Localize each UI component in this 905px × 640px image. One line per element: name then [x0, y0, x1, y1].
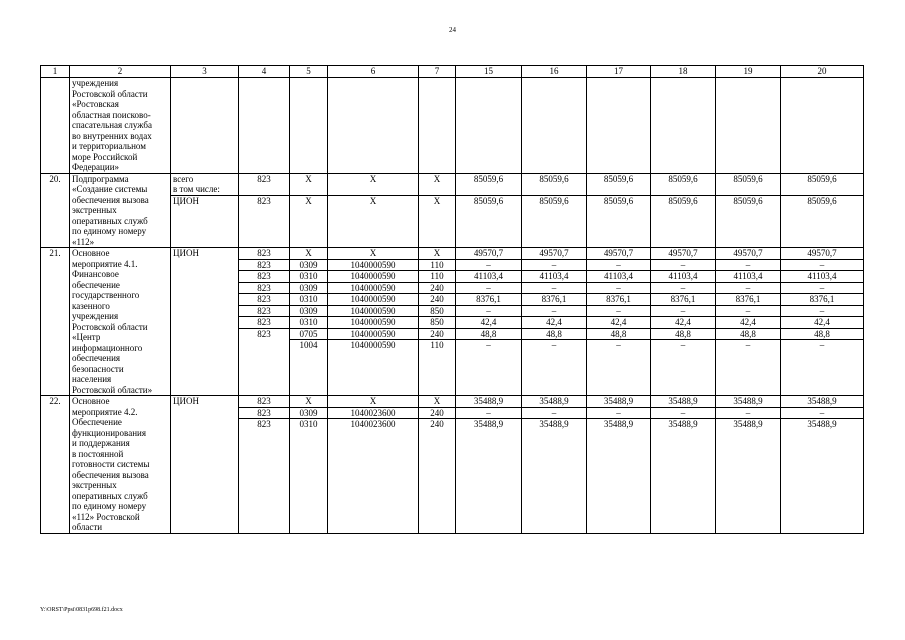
sub-row-value: –: [716, 408, 780, 420]
sub-row-value: 1040000590: [328, 260, 418, 272]
sub-row-value: 0310: [290, 294, 327, 306]
row-name: [70, 173, 171, 248]
sub-row-value: 8376,1: [781, 294, 863, 306]
sub-row-value: –: [456, 260, 521, 272]
value-column: [716, 396, 781, 534]
text-line: учреждения: [72, 78, 119, 88]
sub-row-value: 35488,9: [781, 396, 863, 408]
column-header: 3: [171, 66, 239, 78]
sub-row-value: 0310: [299, 419, 318, 429]
sub-row-value: 8376,1: [651, 294, 715, 306]
code-cell: Х: [290, 196, 328, 248]
sub-row-value: 1040000590: [328, 317, 418, 329]
value-column: [781, 396, 864, 534]
value-column: [587, 248, 651, 396]
text-line: по единому номеру: [72, 226, 147, 236]
text-line: спасательная служба: [72, 120, 152, 130]
column-header: 4: [239, 66, 290, 78]
value-cell: 85059,6: [456, 196, 522, 248]
sub-row-value: 35488,9: [651, 396, 715, 408]
text-line: обеспечения: [72, 353, 121, 363]
sub-row-value: 823: [239, 317, 289, 329]
sub-row-value: 35488,9: [668, 419, 698, 429]
sub-row-value: –: [522, 408, 586, 420]
sub-row-value: 49570,7: [716, 248, 780, 260]
sub-row-value: –: [651, 306, 715, 318]
text-line: государственного: [72, 290, 140, 300]
sub-row-value: –: [716, 260, 780, 272]
value-column: [456, 248, 522, 396]
row-executor: ЦИОН: [171, 396, 239, 534]
column-header: 7: [419, 66, 456, 78]
sub-row-value: 240: [419, 408, 455, 420]
code-column: [328, 396, 419, 534]
column-header: 18: [651, 66, 716, 78]
value-cell: 85059,6: [522, 173, 587, 196]
sub-row-value: 240: [419, 283, 455, 295]
sub-row-value: –: [781, 260, 863, 272]
code-column: [328, 248, 419, 396]
text-line: Ростовской области: [72, 88, 148, 99]
sub-row-value: –: [522, 283, 586, 295]
sub-row-value: Х: [290, 396, 327, 408]
text-line: Основное: [72, 248, 110, 258]
code-cell: Х: [419, 173, 456, 196]
sub-row-value: 1040023600: [328, 408, 418, 420]
value-column: [522, 248, 587, 396]
sub-row-value: 823: [239, 248, 289, 260]
row-number: 20.: [41, 173, 70, 248]
sub-row-value: 35488,9: [587, 396, 650, 408]
text-line: населения: [72, 374, 112, 384]
text-line: безопасности: [72, 363, 124, 374]
sub-row-value: 823: [239, 294, 289, 306]
sub-row-value: 42,4: [781, 317, 863, 329]
row-number: 21.: [41, 248, 70, 396]
sub-row-value: 823: [239, 306, 289, 318]
sub-row-value: 41103,4: [522, 271, 586, 283]
sub-row-value: 850: [419, 306, 455, 318]
sub-row-value: –: [716, 306, 780, 318]
text-line: и территориальном: [72, 141, 146, 151]
sub-row-value: 1040000590: [350, 340, 396, 350]
table-row: [41, 173, 864, 196]
sub-row-value: –: [781, 408, 863, 420]
code-column: [239, 396, 290, 534]
text-line: в постоянной: [72, 448, 124, 459]
sub-row-value: 41103,4: [456, 271, 521, 283]
sub-row-value: 1040000590: [328, 283, 418, 295]
text-line: готовности системы: [72, 459, 150, 469]
text-line: мероприятие 4.2.: [72, 406, 138, 417]
sub-row-value: 42,4: [651, 317, 715, 329]
sub-row-value: 41103,4: [781, 271, 863, 283]
text-line: казенного: [72, 300, 110, 311]
value-column: [651, 248, 716, 396]
sub-row-value: 48,8: [716, 329, 780, 341]
sub-row-value: 49570,7: [651, 248, 715, 260]
sub-row-value: 41103,4: [716, 271, 780, 283]
sub-row-value: 0705: [290, 329, 327, 341]
sub-row-value: –: [587, 283, 650, 295]
code-cell: 823: [239, 196, 290, 248]
text-line: в том числе:: [173, 184, 220, 194]
sub-row-value: 48,8: [522, 329, 586, 341]
sub-row-value: –: [486, 340, 491, 350]
value-cell: 85059,6: [716, 173, 781, 196]
sub-row-value: 49570,7: [587, 248, 650, 260]
sub-row-value: –: [616, 340, 621, 350]
value-cell: 85059,6: [651, 173, 716, 196]
text-line: экстренных: [72, 480, 117, 490]
value-column: [587, 396, 651, 534]
column-header: 15: [456, 66, 522, 78]
sub-row-value: 823: [239, 260, 289, 272]
page-number: 24: [449, 26, 456, 34]
column-header: 2: [70, 66, 171, 78]
text-line: и поддержания: [72, 438, 130, 448]
sub-row-value: 8376,1: [587, 294, 650, 306]
text-line: оперативных служб: [72, 490, 148, 501]
value-cell: 85059,6: [587, 196, 651, 248]
text-line: Финансовое: [72, 269, 119, 279]
sub-row-value: 110: [430, 340, 444, 350]
sub-row-value: 823: [257, 419, 271, 429]
sub-row-value: –: [781, 283, 863, 295]
text-line: областная поисково-: [72, 109, 151, 120]
sub-row-value: –: [522, 306, 586, 318]
code-cell: Х: [328, 173, 419, 196]
column-header: 20: [781, 66, 864, 78]
text-line: Ростовской области: [72, 321, 148, 332]
row-executor: ЦИОН: [171, 196, 239, 248]
sub-row-value: –: [745, 340, 751, 350]
sub-row-value: –: [716, 283, 780, 295]
text-line: Ростовской области»: [72, 384, 153, 395]
sub-row-value: 35488,9: [807, 419, 837, 429]
text-line: «112» Ростовской: [72, 511, 140, 522]
text-line: во внутренних водах: [72, 130, 152, 141]
sub-row-value: 110: [419, 260, 455, 272]
sub-row-value: 1040023600: [350, 419, 396, 429]
code-cell: Х: [328, 196, 419, 248]
text-line: экстренных: [72, 205, 117, 215]
value-cell: 85059,6: [587, 173, 651, 196]
sub-row-value: 8376,1: [456, 294, 521, 306]
text-line: «112»: [72, 236, 95, 247]
sub-row-value: 48,8: [456, 329, 521, 341]
sub-row-value: 41103,4: [587, 271, 650, 283]
sub-row-value: 48,8: [587, 329, 650, 341]
text-line: «Центр: [72, 332, 101, 342]
sub-row-value: –: [651, 260, 715, 272]
sub-row-value: Х: [290, 248, 327, 260]
value-column: [651, 396, 716, 534]
value-column: [781, 248, 864, 396]
table-row: [41, 78, 864, 174]
column-header: 6: [328, 66, 419, 78]
sub-row-value: 1040000590: [328, 294, 418, 306]
code-column: [419, 248, 456, 396]
sub-row-value: 1040000590: [328, 329, 418, 341]
sub-row-value: 0310: [290, 317, 327, 329]
text-line: обеспечения вызова: [72, 469, 149, 480]
row-executor: [171, 173, 239, 196]
column-header: 16: [522, 66, 587, 78]
sub-row-value: 0309: [290, 306, 327, 318]
code-column: [419, 396, 456, 534]
row-executor: ЦИОН: [171, 248, 239, 396]
sub-row-value: 42,4: [456, 317, 521, 329]
text-line: Обеспечение: [72, 417, 122, 427]
sub-row-value: 0309: [290, 408, 327, 420]
text-line: обеспечение: [72, 279, 120, 290]
sub-row-value: 8376,1: [522, 294, 586, 306]
code-column: [290, 396, 328, 534]
sub-row-value: 49570,7: [522, 248, 586, 260]
column-header: 1: [41, 66, 70, 78]
text-line: учреждения: [72, 311, 119, 321]
sub-row-value: –: [587, 260, 650, 272]
sub-row-value: 240: [419, 294, 455, 306]
sub-row-value: –: [456, 283, 521, 295]
sub-row-value: 0309: [290, 283, 327, 295]
sub-row-value: 35488,9: [473, 419, 504, 429]
value-cell: 85059,6: [651, 196, 716, 248]
text-line: по единому номеру: [72, 501, 147, 511]
text-line: Федерации»: [72, 162, 120, 172]
sub-row-value: 0309: [290, 260, 327, 272]
sub-row-value: 240: [430, 419, 444, 429]
file-path-footer: Y:\ORST\Ppsi\0831p698.f21.docx: [40, 607, 123, 613]
row-name: [70, 78, 171, 174]
sub-row-value: 35488,9: [456, 396, 521, 408]
sub-row-value: –: [781, 306, 863, 318]
sub-row-value: –: [522, 260, 586, 272]
sub-row-value: 823: [257, 328, 271, 339]
text-line: всего: [173, 173, 194, 184]
sub-row-value: –: [587, 306, 650, 318]
sub-row-value: Х: [328, 248, 418, 260]
code-cell: 823: [239, 173, 290, 196]
sub-row-value: 823: [239, 408, 289, 420]
sub-row-value: 823: [239, 271, 289, 283]
sub-row-value: 1040000590: [328, 306, 418, 318]
value-cell: 85059,6: [781, 173, 864, 196]
sub-row-value: 8376,1: [716, 294, 780, 306]
sub-row-value: Х: [419, 396, 455, 408]
sub-row-value: 35488,9: [603, 419, 634, 429]
sub-row-value: –: [651, 408, 715, 420]
column-header: 5: [290, 66, 328, 78]
sub-row-value: 1004: [299, 340, 318, 350]
value-cell: 85059,6: [716, 196, 781, 248]
value-cell: 85059,6: [456, 173, 522, 196]
text-line: области: [72, 522, 103, 532]
sub-row-value: 48,8: [781, 329, 863, 341]
value-column: [456, 396, 522, 534]
sub-row-value: –: [456, 306, 521, 318]
sub-row-value: 41103,4: [651, 271, 715, 283]
sub-row-value: 42,4: [716, 317, 780, 329]
row-name: [70, 396, 171, 534]
text-line: Подпрограмма: [72, 173, 129, 184]
value-cell: 85059,6: [522, 196, 587, 248]
text-line: «Ростовская: [72, 99, 119, 109]
sub-row-value: 49570,7: [456, 248, 521, 260]
text-line: море Российской: [72, 151, 138, 162]
sub-row-value: 35488,9: [539, 419, 569, 429]
sub-row-value: 35488,9: [716, 396, 780, 408]
text-line: обеспечения вызова: [72, 194, 149, 205]
sub-row-value: –: [456, 408, 521, 420]
text-line: Основное: [72, 396, 110, 406]
value-column: [716, 248, 781, 396]
text-line: информационного: [72, 342, 143, 353]
code-column: [239, 248, 290, 396]
text-line: оперативных служб: [72, 215, 148, 226]
code-column: [290, 248, 328, 396]
sub-row-value: –: [680, 340, 686, 350]
sub-row-value: Х: [419, 248, 455, 260]
sub-row-value: 42,4: [587, 317, 650, 329]
sub-row-value: Х: [328, 396, 418, 408]
code-cell: Х: [290, 173, 328, 196]
sub-row-value: 1040000590: [328, 271, 418, 283]
sub-row-value: 48,8: [651, 329, 715, 341]
sub-row-value: 0310: [290, 271, 327, 283]
text-line: «Создание системы: [72, 184, 148, 194]
value-cell: 85059,6: [781, 196, 864, 248]
row-name: [70, 248, 171, 396]
sub-row-value: 42,4: [522, 317, 586, 329]
code-cell: Х: [419, 196, 456, 248]
sub-row-value: 35488,9: [522, 396, 586, 408]
header-row: [41, 66, 864, 78]
value-column: [522, 396, 587, 534]
sub-row-value: –: [651, 283, 715, 295]
sub-row-value: 823: [239, 396, 289, 408]
sub-row-value: –: [587, 408, 650, 420]
sub-row-value: 823: [239, 283, 289, 295]
table-row: [41, 396, 864, 534]
sub-row-value: 49570,7: [781, 248, 863, 260]
text-line: функционирования: [72, 427, 146, 438]
sub-row-value: 850: [419, 317, 455, 329]
sub-row-value: –: [819, 340, 825, 350]
table-row: [41, 248, 864, 396]
column-header: 19: [716, 66, 781, 78]
sub-row-value: 110: [419, 271, 455, 283]
sub-row-value: 240: [419, 329, 455, 341]
row-number: 22.: [41, 396, 70, 534]
sub-row-value: 35488,9: [733, 419, 763, 429]
column-header: 17: [587, 66, 651, 78]
text-line: мероприятие 4.1.: [72, 258, 138, 269]
budget-table: [40, 65, 864, 534]
sub-row-value: –: [551, 340, 557, 350]
